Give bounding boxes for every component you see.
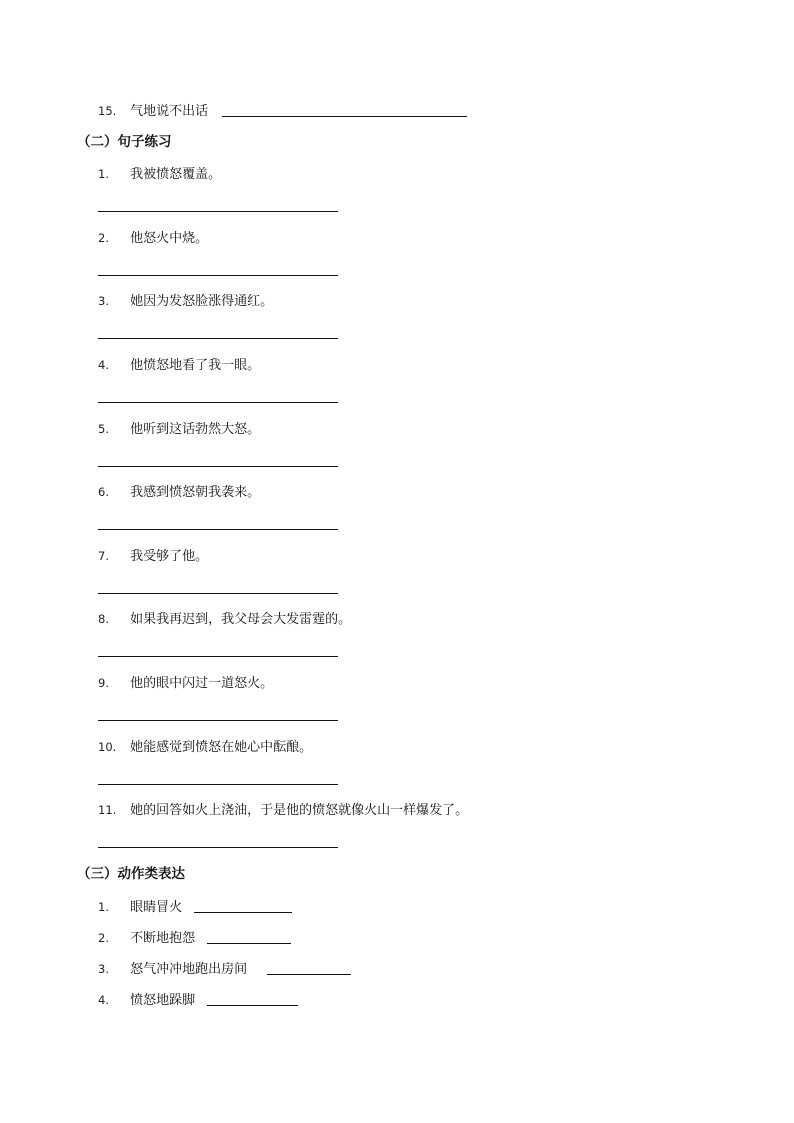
answer-line-8[interactable] (98, 656, 338, 657)
item-text: 眼睛冒火 (130, 900, 183, 915)
answer-blank[interactable] (207, 942, 291, 944)
item-number: 9. (98, 676, 109, 690)
section-heading-action-expressions: （三）动作类表达 (77, 866, 185, 882)
item-number: 3. (98, 294, 109, 308)
answer-line-11[interactable] (98, 847, 338, 848)
answer-blank[interactable] (207, 1004, 298, 1006)
answer-blank[interactable] (222, 115, 467, 117)
item-number: 8. (98, 612, 109, 626)
sentence-item-3 (98, 292, 273, 311)
answer-line-1[interactable] (98, 211, 338, 212)
item-number: 3. (98, 962, 109, 976)
item-text: 气地说不出话 (130, 104, 209, 119)
item-text: 她因为发怒脸涨得通红。 (130, 294, 274, 309)
answer-line-4[interactable] (98, 402, 338, 403)
item-number: 15. (98, 104, 117, 118)
item-number: 2. (98, 931, 109, 945)
item-number: 5. (98, 422, 109, 436)
item-number: 4. (98, 358, 109, 372)
action-item-4 (98, 991, 298, 1010)
sentence-item-6 (98, 483, 260, 502)
action-item-3 (98, 960, 351, 979)
item-number: 7. (98, 549, 109, 563)
answer-line-9[interactable] (98, 720, 338, 721)
item-text: 她的回答如火上浇油，于是他的愤怒就像火山一样爆发了。 (130, 803, 469, 818)
item-number: 4. (98, 993, 109, 1007)
action-item-1 (98, 898, 292, 917)
item-text: 她能感觉到愤怒在她心中酝酿。 (130, 740, 313, 755)
item-text: 他愤怒地看了我一眼。 (130, 358, 261, 373)
sentence-item-11 (98, 801, 468, 820)
answer-blank[interactable] (194, 911, 292, 913)
item-text: 他听到这话勃然大怒。 (130, 422, 261, 437)
item-number: 10. (98, 740, 117, 754)
vocab-item-15 (98, 102, 467, 121)
answer-line-10[interactable] (98, 784, 338, 785)
action-item-2 (98, 929, 291, 948)
item-text: 我被愤怒覆盖。 (130, 167, 222, 182)
item-text: 不断地抱怨 (130, 931, 196, 946)
item-text: 怒气冲冲地跑出房间 (130, 962, 248, 977)
sentence-item-10 (98, 738, 312, 757)
item-text: 他的眼中闪过一道怒火。 (130, 676, 274, 691)
item-text: 我感到愤怒朝我袭来。 (130, 485, 261, 500)
item-number: 2. (98, 231, 109, 245)
item-text: 如果我再迟到，我父母会大发雷霆的。 (130, 612, 352, 627)
item-number: 6. (98, 485, 109, 499)
sentence-item-8 (98, 610, 351, 629)
item-number: 11. (98, 803, 117, 817)
answer-line-2[interactable] (98, 275, 338, 276)
sentence-item-7 (98, 547, 208, 566)
answer-line-5[interactable] (98, 466, 338, 467)
sentence-item-9 (98, 674, 273, 693)
item-number: 1. (98, 167, 109, 181)
answer-line-3[interactable] (98, 338, 338, 339)
item-text: 愤怒地跺脚 (130, 993, 196, 1008)
answer-line-6[interactable] (98, 529, 338, 530)
item-number: 1. (98, 900, 109, 914)
sentence-item-5 (98, 420, 260, 439)
sentence-item-2 (98, 229, 208, 248)
answer-line-7[interactable] (98, 593, 338, 594)
item-text: 我受够了他。 (130, 549, 209, 564)
answer-blank[interactable] (267, 973, 351, 975)
sentence-item-1 (98, 165, 221, 184)
section-heading-sentence-practice: （二）句子练习 (77, 134, 172, 150)
item-text: 他怒火中烧。 (130, 231, 209, 246)
sentence-item-4 (98, 356, 260, 375)
